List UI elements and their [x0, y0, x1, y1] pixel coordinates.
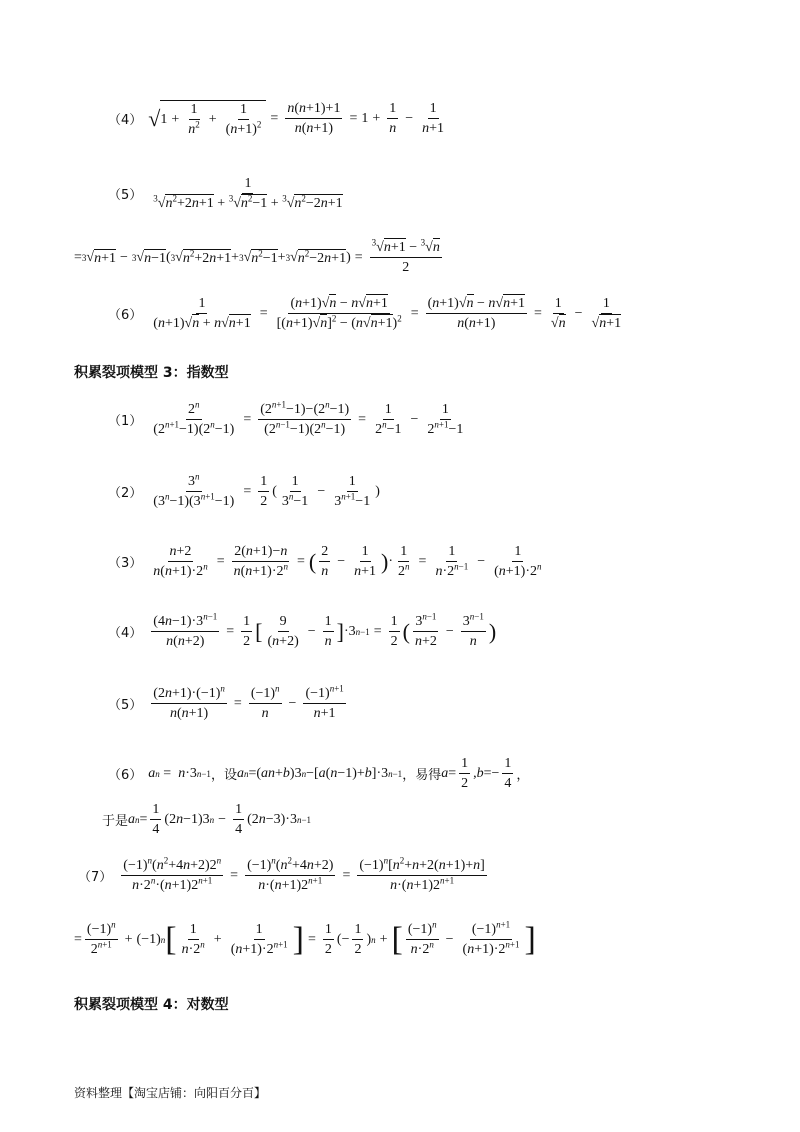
formula-exp-3: （3） $\frac{n+2}{n(n+1)\cdot 2^n}$ = $\frac{2(n+1)-n}{n(n+1)\cdot 2^n}$ = ( $\frac{2}{n}$ − $\frac{1}{n+1}$ ) · $\frac{1}{2^n}$ = $\frac{1}{n\cdot 2^{n-1}}$ − $\frac{1}{(n+1)\cdot 2^n}$ — [108, 544, 542, 580]
item-label: （3） — [108, 556, 143, 572]
inline-text-she: ，设 — [210, 768, 237, 784]
inline-text-comma: ， — [516, 768, 530, 784]
item-label: （4） — [108, 113, 143, 129]
inline-text-yushi: 于是 — [102, 814, 129, 830]
formula-exp-5: （5） $\frac{(2n+1)\cdot(-1)^n}{n(n+1)}$ = $\frac{(-1)^n}{n}$ − $\frac{(-1)^{n+1}}{n+1}$ — [108, 683, 344, 722]
item-label: （6） — [108, 308, 143, 324]
section-heading-logarithmic: 积累裂项模型 4：对数型 — [74, 997, 229, 1013]
formula-exp-7: （7） $\frac{(-1)^n(n^2+4n+2)2^n}{n\cdot 2^n\cdot(n+1)2^{n+1}}$ = $\frac{(-1)^n(n^2+4n+2)}{n\cdot(n+1)2^{n+1}}$ = $\frac{(-1)^n[n^2+n+2(n+1)+n]}{n\cdot(n+1)2^{n+1}}$ — [78, 855, 485, 894]
item-label: （2） — [108, 486, 143, 502]
formula-4-radical: （4） √ 1 + $\frac{1}{n^2}$ + $\frac{1}{(n+1)^2}$ = $\frac{n(n+1)+1}{n(n+1)}$ = 1 + $\frac{1}{n}$ − $\frac{1}{n+1}$ — [108, 101, 445, 138]
item-label: （5） — [108, 188, 143, 204]
formula-5-cube-root: （5） $\frac{1}{^3√n^2+2n+1 + ^3√n^2-1 + ^3√n^2-2n+1}$ — [108, 176, 343, 212]
item-label: （6） — [108, 768, 143, 784]
item-label: （1） — [108, 414, 143, 430]
section-heading-exponential: 积累裂项模型 3：指数型 — [74, 365, 229, 381]
formula-exp-2: （2） $\frac{3^n}{(3^n-1)(3^{n+1}-1)}$ = $\frac{1}{2}$ ( $\frac{1}{3^n-1}$ − $\frac{1}{3^{n+1}-1}$ ) — [108, 471, 380, 510]
page-footer: 资料整理【淘宝店铺：向阳百分百】 — [74, 1086, 267, 1100]
inline-text-yide: ，易得 — [402, 768, 442, 784]
formula-exp-6-result: 于是 a n = $\frac{1}{4}$ (2 n −1)3 n − $\frac{1}{4}$ (2 n −3)·3 n−1 — [102, 802, 312, 838]
formula-exp-7-continued: = $\frac{(-1)^n}{2^{n+1}}$ + (−1) n [ $\frac{1}{n\cdot 2^n}$ + $\frac{1}{(n+1)\cdot 2^{n+1}}$ ] = $\frac{1}{2}$ (− $\frac{1}{2}$ ) n + [ $\frac{(-1)^n}{n\cdot 2^n}$ − $\frac{(-1)^{n+1}}{(n+1)\cdot 2^{n+1}}$ ] — [74, 919, 536, 958]
formula-5-continued: = 3 √ n+1 − 3 √ n−1 ( 3 √ $n^2+2n+1$ + 3 √ $n^2-1$ + 3 √ $n^2-2n+1$ ) = $\frac{^3√n+1 - ^3√n}{2}$ — [74, 237, 440, 276]
formula-exp-1: （1） $\frac{2^n}{(2^{n+1}-1)(2^n-1)}$ = $\frac{(2^{n+1}-1)-(2^n-1)}{(2^{n-1}-1)(2^n-1)}$ = $\frac{1}{2^n-1}$ − $\frac{1}{2^{n+1}-1}$ — [108, 399, 464, 438]
item-label: （7） — [78, 870, 113, 886]
formula-6-sqrt: （6） $\frac{1}{(n+1)√n + n√n+1}$ = $\frac{(n+1)√n - n√n+1}{[(n+1)√n]^2 - (n√n+1)^2}$ = $\frac{(n+1)√n - n√n+1}{n(n+1)}$ = $\frac{1}{√n}$ − $\frac{1}{√n+1}$ — [108, 296, 622, 332]
item-label: （5） — [108, 698, 143, 714]
formula-exp-4: （4） $\frac{(4n-1)\cdot 3^{n-1}}{n(n+2)}$ = $\frac{1}{2}$ [ $\frac{9}{(n+2)}$ − $\frac{1}{n}$ ] ·3 n−1 = $\frac{1}{2}$ ( $\frac{3^{n-1}}{n+2}$ − $\frac{3^{n-1}}{n}$ ) — [108, 611, 497, 650]
item-label: （4） — [108, 626, 143, 642]
formula-exp-6: （6） a n = n ·3 n−1 ，设 a n =( an + b )3 n −[ a ( n −1)+ b ]·3 n−1 ，易得 a = $\frac{1}{2}$ , b =− $\frac{1}{4}$ ， — [108, 756, 530, 792]
